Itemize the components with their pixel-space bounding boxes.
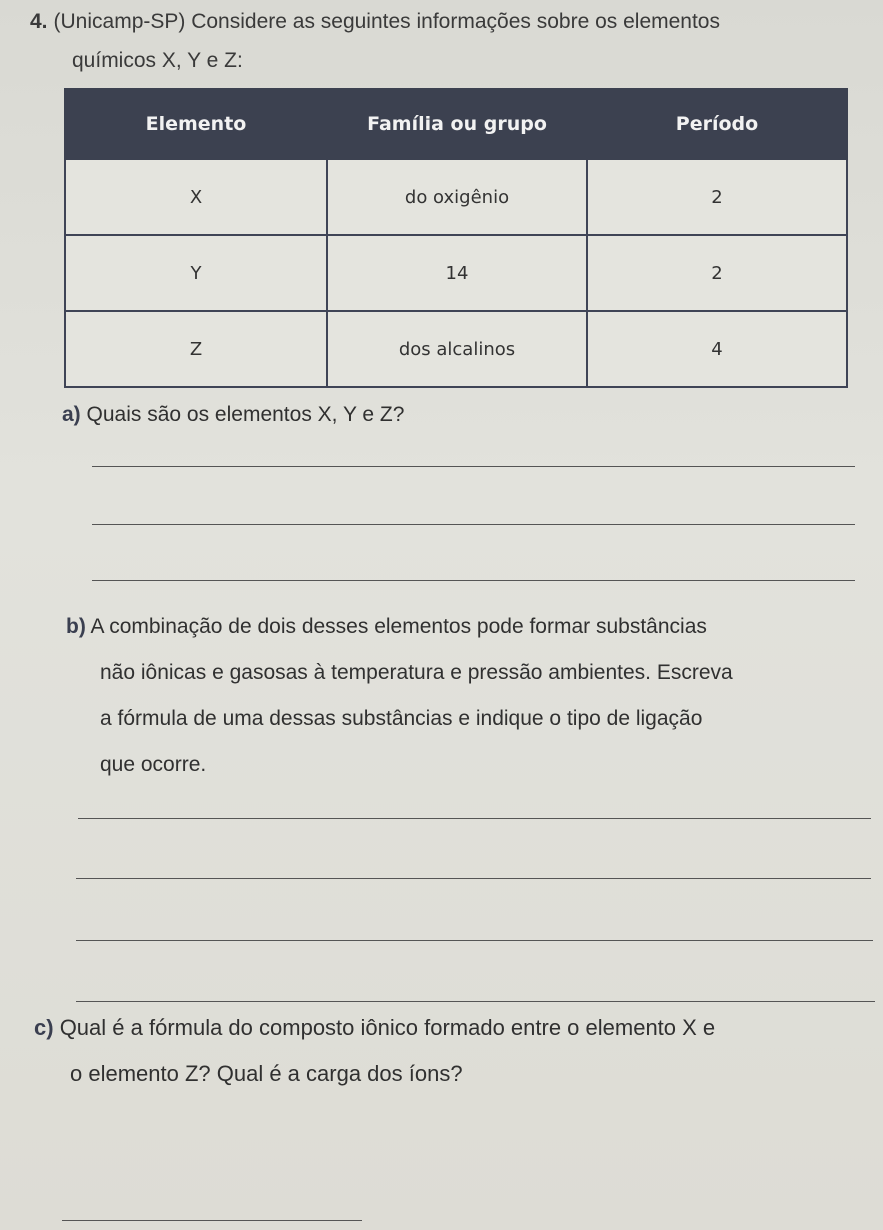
column-header-periodo: Período xyxy=(587,89,847,159)
table-row xyxy=(65,159,847,235)
answer-line-a-3[interactable] xyxy=(92,580,855,581)
table-header-row xyxy=(65,89,847,159)
question-number: 4. xyxy=(30,10,48,33)
cell-family: dos alcalinos xyxy=(327,311,587,387)
question-c-letter: c) xyxy=(34,1015,54,1040)
question-c-line-2: o elemento Z? Qual é a carga dos íons? xyxy=(70,1061,463,1086)
answer-line-b-1[interactable] xyxy=(78,818,871,819)
question-statement-line-1: (Unicamp-SP) Considere as seguintes informações sobre os elementos xyxy=(53,10,720,33)
table-row xyxy=(65,235,847,311)
elements-table xyxy=(64,88,848,388)
answer-line-a-2[interactable] xyxy=(92,524,855,525)
cell-period: 2 xyxy=(587,235,847,311)
table-row xyxy=(65,311,847,387)
answer-line-b-3[interactable] xyxy=(76,940,873,941)
cell-period: 2 xyxy=(587,159,847,235)
cell-family: do oxigênio xyxy=(327,159,587,235)
question-header-line-1 xyxy=(30,10,720,34)
question-a-letter: a) xyxy=(62,403,81,426)
question-b-letter: b) xyxy=(66,615,86,638)
question-b-line-2: não iônicas e gasosas à temperatura e pressão ambientes. Escreva xyxy=(100,661,733,684)
answer-line-a-1[interactable] xyxy=(92,466,855,467)
question-b-line-3: a fórmula de uma dessas substâncias e indique o tipo de ligação xyxy=(100,707,703,730)
question-c xyxy=(34,1005,879,1097)
question-b-line-1: A combinação de dois desses elementos pode formar substâncias xyxy=(90,615,707,638)
question-a-text: Quais são os elementos X, Y e Z? xyxy=(86,403,405,426)
question-b xyxy=(66,604,876,788)
answer-line-b-2[interactable] xyxy=(76,878,871,879)
cell-element: Z xyxy=(65,311,327,387)
question-c-line-1: Qual é a fórmula do composto iônico formado entre o elemento X e xyxy=(59,1015,716,1040)
question-b-line-4: que ocorre. xyxy=(100,753,207,776)
cell-element: Y xyxy=(65,235,327,311)
column-header-familia: Família ou grupo xyxy=(327,89,587,159)
cell-element: X xyxy=(65,159,327,235)
question-a xyxy=(62,392,404,438)
question-statement-line-2: químicos X, Y e Z: xyxy=(72,49,243,72)
cell-family: 14 xyxy=(327,235,587,311)
column-header-elemento: Elemento xyxy=(65,89,327,159)
answer-line-c-1[interactable] xyxy=(62,1220,362,1221)
answer-line-b-4[interactable] xyxy=(76,1001,875,1002)
cell-period: 4 xyxy=(587,311,847,387)
